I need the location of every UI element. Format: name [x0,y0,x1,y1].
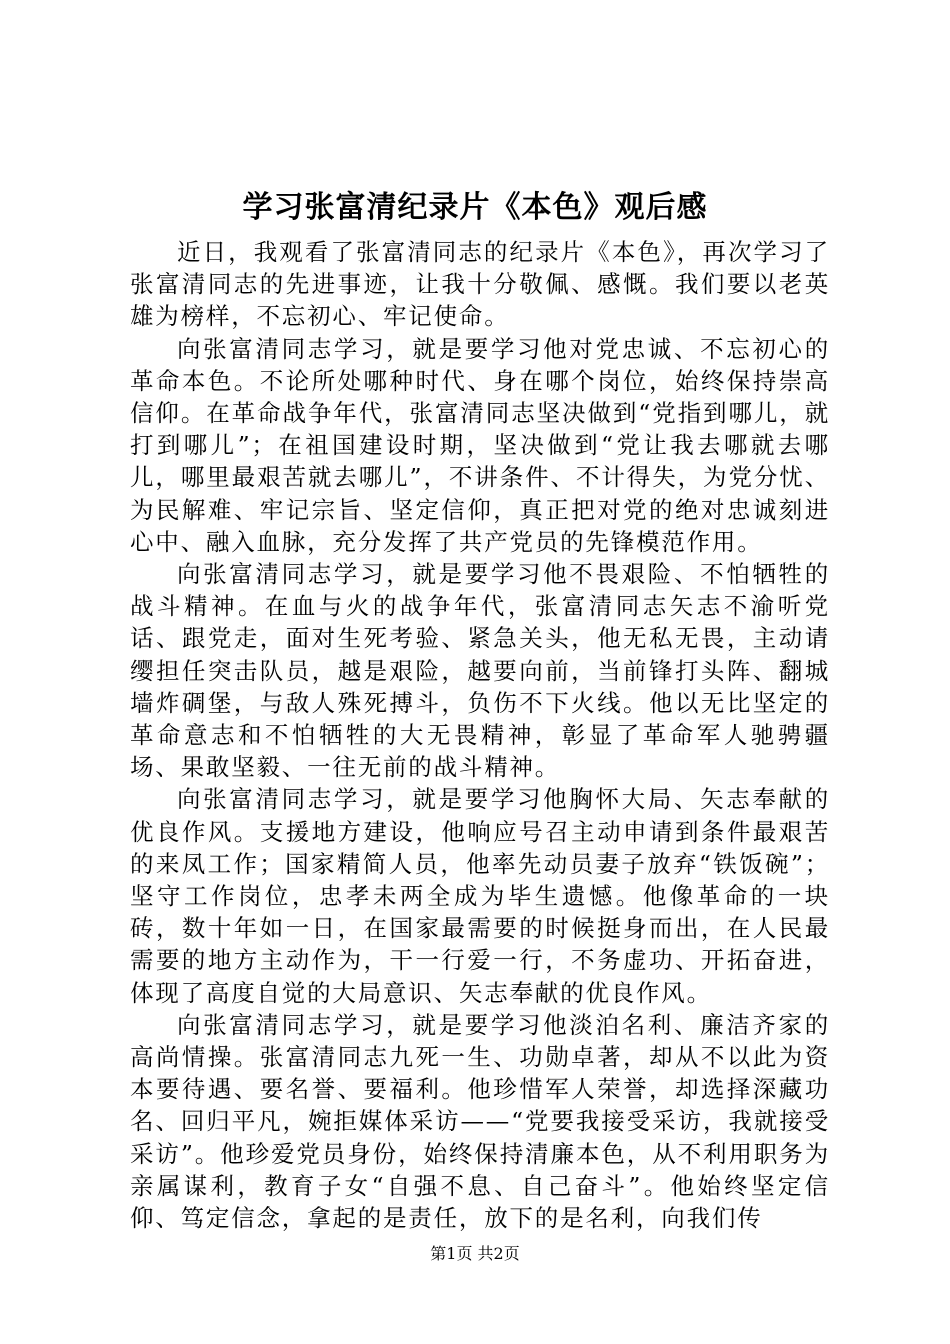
document-body [130,236,830,1234]
page-number-footer: 第1页 共2页 [430,1244,520,1263]
paragraph-integrity: 向张富清同志学习，就是要学习他淡泊名利、廉洁齐家的高尚情操。张富清同志九死一生、功勋卓著，却从不以此为资本要待遇、要名誉、要福利。他珍惜军人荣誉，却选择深藏功名、回归平凡，婉拒媒体采访——“党要我接受采访，我就接受采访”。他珍爱党员身份，始终保持清廉本色，从不利用职务为亲属谋利，教育子女“自强不息、自己奋斗”。他始终坚定信仰、笃定信念，拿起的是责任，放下的是名利，向我们传 [130,1010,830,1233]
paragraph-fighting-spirit: 向张富清同志学习，就是要学习他不畏艰险、不怕牺牲的战斗精神。在血与火的战争年代，张富清同志矢志不渝听党话、跟党走，面对生死考验、紧急关头，他无私无畏，主动请缨担任突击队员，越是艰险，越要向前，当前锋打头阵、翻城墙炸碉堡，与敌人殊死搏斗，负伤不下火线。他以无比坚定的革命意志和不怕牺牲的大无畏精神，彰显了革命军人驰骋疆场、果敢坚毅、一往无前的战斗精神。 [130,560,830,782]
paragraph-intro: 近日，我观看了张富清同志的纪录片《本色》，再次学习了张富清同志的先进事迹，让我十分敬佩、感慨。我们要以老英雄为榜样，不忘初心、牢记使命。 [130,238,830,331]
document-title: 学习张富清纪录片《本色》观后感 [242,190,708,225]
paragraph-loyalty: 向张富清同志学习，就是要学习他对党忠诚、不忘初心的革命本色。不论所处哪种时代、身在哪个岗位，始终保持崇高信仰。在革命战争年代，张富清同志坚决做到“党指到哪儿，就打到哪儿”；在祖国建设时期，坚决做到“党让我去哪就去哪儿，哪里最艰苦就去哪儿”，不讲条件、不计得失，为党分忧、为民解难、牢记宗旨、坚定信仰，真正把对党的绝对忠诚刻进心中、融入血脉，充分发挥了共产党员的先锋模范作用。 [130,334,830,556]
paragraph-dedication: 向张富清同志学习，就是要学习他胸怀大局、矢志奉献的优良作风。支援地方建设，他响应号召主动申请到条件最艰苦的来凤工作；国家精简人员，他率先动员妻子放弃“铁饭碗”；坚守工作岗位，忠孝未两全成为毕生遗憾。他像革命的一块砖，数十年如一日，在国家最需要的时候挺身而出，在人民最需要的地方主动作为，干一行爱一行，不务虚功、开拓奋进，体现了高度自觉的大局意识、矢志奉献的优良作风。 [130,785,830,1007]
